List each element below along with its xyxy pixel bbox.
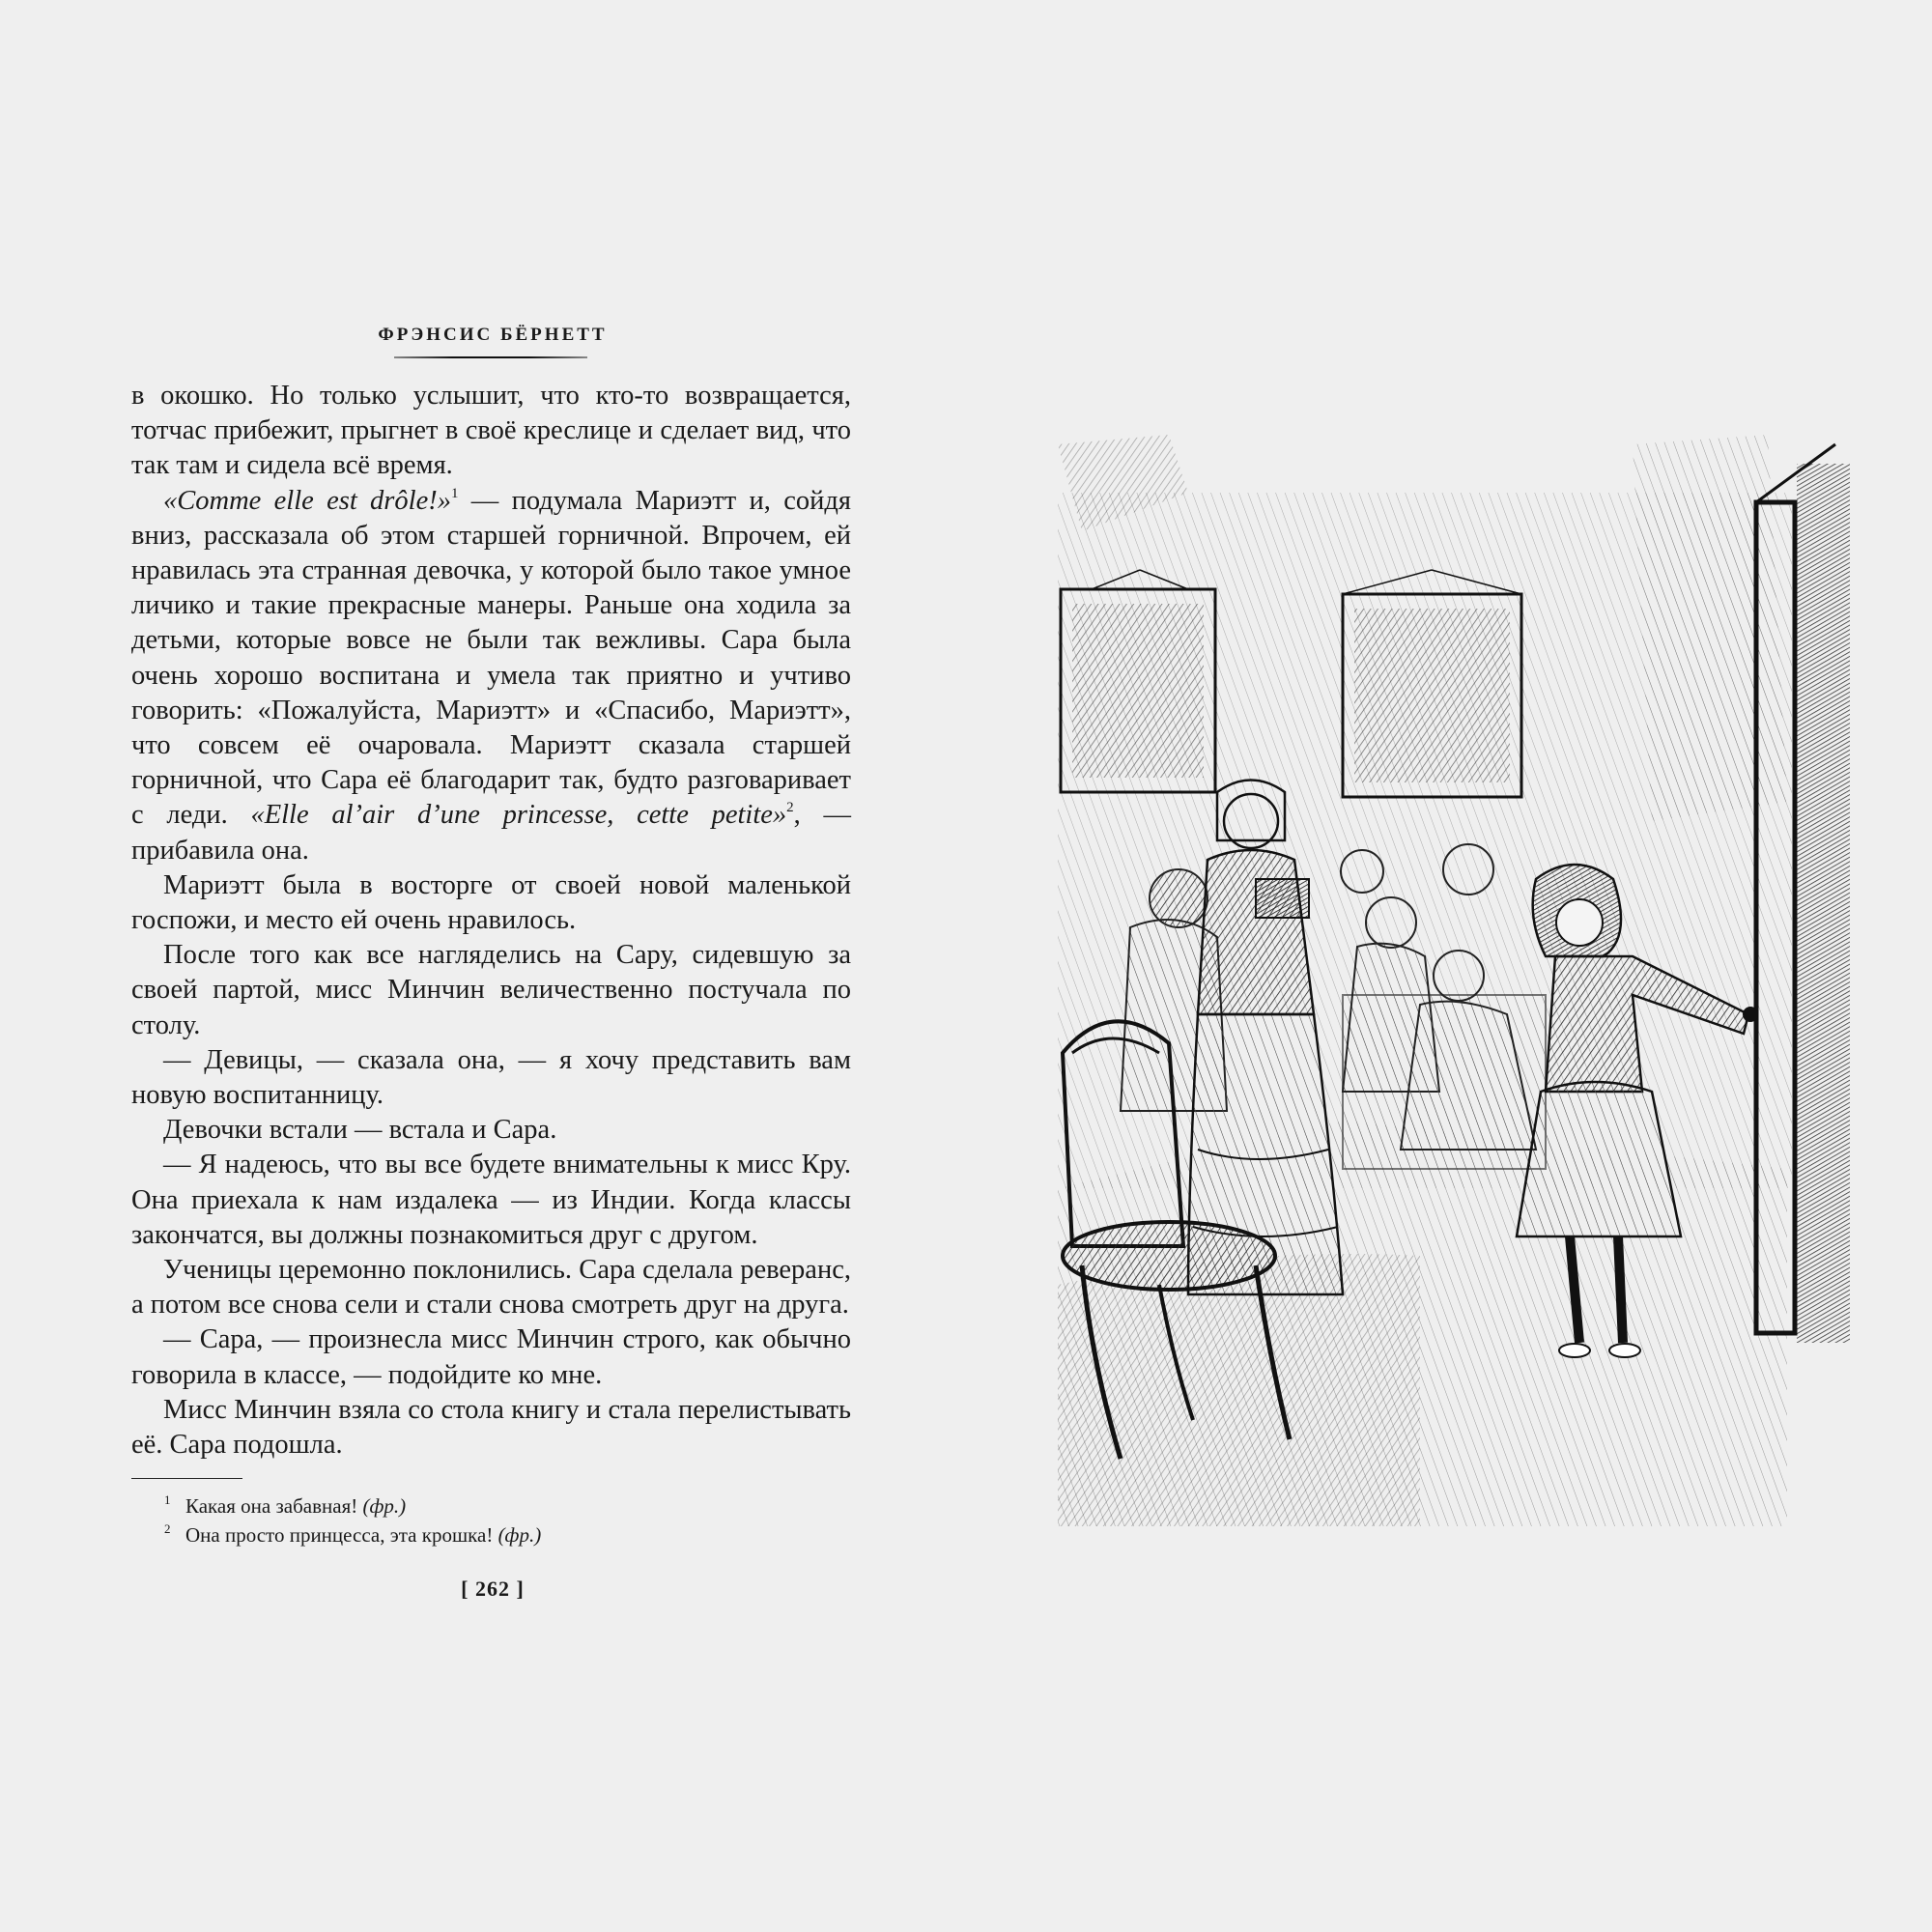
paragraph-text: , — прибавила она. [131, 800, 851, 866]
page-number: [ 262 ] [461, 1577, 525, 1601]
french-quote: «Elle al’air d’une princesse, cette petite» [250, 800, 787, 831]
body-text [131, 379, 851, 1463]
footnote [164, 1492, 744, 1520]
footnote-lang: (фр.) [362, 1494, 407, 1518]
footnote-lang: (фр.) [497, 1523, 542, 1547]
paragraph: Мариэтт была в восторге от своей новой маленькой госпожи, и место ей очень нравилось. [131, 869, 851, 936]
paragraph-text: — подумала Мариэтт и, сойдя вниз, рассказала об этом старшей горничной. Впрочем, ей нравилась эта странная девочка, у которой было такое умное личико и такие прекрасные манеры. Раньше она ходила за детьми, которые вовсе не были так вежливы. Сара была очень хорошо воспитана и умела так приятно и учтиво говорить: «Пожалуйста, Мариэтт» и «Спасибо, Мариэтт», что совсем её очаровала. Мариэтт сказала старшей горничной, что Сара её благодарит так, будто разговаривает с леди. [131, 485, 851, 831]
dialogue-line: — Девицы, — сказала она, — я хочу представить вам новую воспитанницу. [131, 1044, 851, 1111]
paragraph: Ученицы церемонно поклонились. Сара сделала реверанс, а потом все снова сели и стали снова смотреть друг на друга. [131, 1255, 851, 1321]
engraving-illustration [1053, 415, 1855, 1526]
dialogue-line: — Я надеюсь, что вы все будете внимательны к мисс Кру. Она приехала к нам издалека — из Индии. Когда классы закончатся, вы должны познакомиться друг с другом. [131, 1150, 851, 1250]
footnote-text [185, 1494, 406, 1518]
paragraph [131, 484, 851, 868]
french-quote: «Comme elle est drôle!» [163, 485, 451, 516]
dialogue-line: — Сара, — произнесла мисс Минчин строго, как обычно говорила в классе, — подойдите ко мне. [131, 1324, 851, 1390]
footnote-rule [131, 1478, 242, 1479]
footnote-translation: Она просто принцесса, эта крошка! [185, 1523, 498, 1547]
paragraph: После того как все нагляделись на Сару, сидевшую за своей партой, мисс Минчин величественно постучала по столу. [131, 940, 851, 1040]
footnotes [164, 1492, 744, 1549]
footnote-text [185, 1523, 541, 1547]
running-head-rule [394, 356, 587, 358]
paragraph: в окошко. Но только услышит, что кто-то возвращается, тотчас прибежит, прыгнет в своё креслице и сделает вид, что так там и сидела всё время. [131, 381, 851, 481]
footnote-ref: 1 [450, 485, 459, 501]
footnote-number: 1 [164, 1492, 171, 1507]
footnote [164, 1520, 744, 1549]
footnote-translation: Какая она забавная! [185, 1494, 363, 1518]
paragraph: Мисс Минчин взяла со стола книгу и стала перелистывать её. Сара подошла. [131, 1394, 851, 1461]
footnote-number: 2 [164, 1521, 171, 1536]
running-head: ФРЭНСИС БЁРНЕТТ [378, 325, 608, 345]
footnote-ref: 2 [786, 800, 794, 816]
paragraph: Девочки встали — встала и Сара. [163, 1115, 557, 1146]
